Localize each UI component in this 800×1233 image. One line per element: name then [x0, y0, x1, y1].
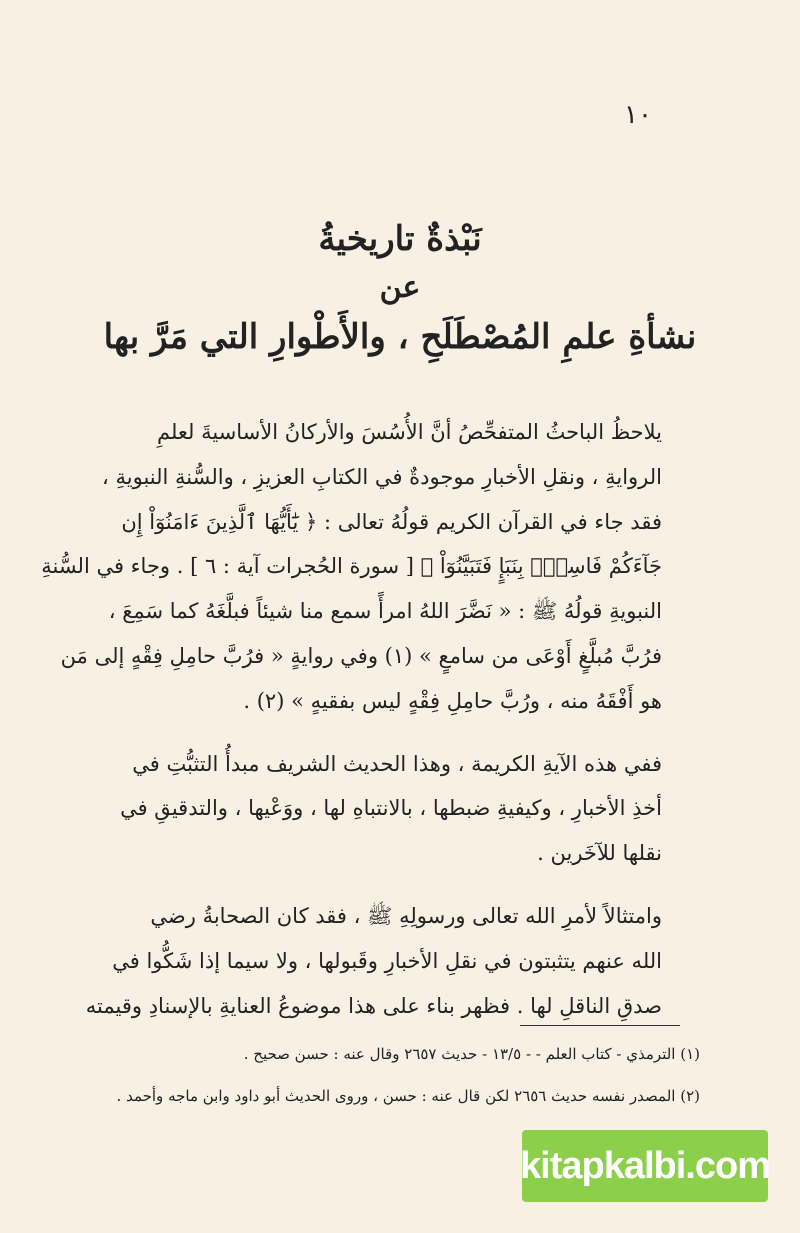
footnote-2: (٢) المصدر نفسه حديث ٢٦٥٦ لكن قال عنه : حسن ، وروى الحديث أبو داود وابن ماجه وأحمد . [116, 1087, 700, 1105]
footnote-divider [520, 1025, 680, 1026]
watermark-text: kitapkalbi.com [520, 1144, 770, 1187]
text-line: نقلها للآخَرين . [537, 841, 662, 866]
footnote-1: (١) الترمذي - كتاب العلم - - ١٣/٥ - حديث ٢٦٥٧ وقال عنه : حسن صحيح . [243, 1045, 700, 1063]
text-line: النبويةِ قولُهُ ﷺ : « نَضَّرَ اللهُ امرأً سمع منا شيئاً فبلَّغَهُ كما سَمِعَ ، [108, 599, 662, 624]
text-line: الله عنهم يتثبتون في نقلِ الأخبارِ وقَبولها ، ولا سيما إذا شَكُّوا في [112, 948, 662, 973]
title-line-3: نشأةِ علمِ المُصْطَلَحِ ، والأَطْوارِ التي مَرَّ بها [103, 317, 697, 357]
text-line: صدقِ الناقلِ لها . فظهر بناء على هذا موضوعُ العنايةِ بالإسنادِ وقيمته [85, 993, 662, 1018]
body-text [41, 410, 700, 1046]
text-line: ففي هذه الآيةِ الكريمة ، وهذا الحديث الشريف مبدأُ التثبُّتِ في [132, 751, 662, 776]
text-line: أخذِ الأخبارِ ، وكيفيةِ ضبطها ، بالانتباهِ لها ، ووَعْيها ، والتدقيقِ في [120, 796, 662, 821]
paragraph [85, 894, 700, 1028]
text-line: يلاحظُ الباحثُ المتفحِّصُ أنَّ الأُسُسَ والأركانُ الأساسيةَ لعلمِ [156, 420, 662, 444]
text-line: هو أَفْقَهُ منه ، ورُبَّ حامِلِ فِقْهٍ ليس بفقيهٍ » (٢) . [243, 688, 662, 713]
text-line: فقد جاء في القرآن الكريم قولُهُ تعالى : ﴿ يَٰٓأَيُّهَا ٱلَّذِينَ ءَامَنُوٓاْ إِن [121, 509, 662, 534]
paragraph [110, 742, 700, 876]
text-line: وامتثالاً لأمرِ الله تعالى ورسولِهِ ﷺ ، فقد كان الصحابةُ رضي [150, 903, 662, 928]
watermark-logo [522, 1130, 768, 1202]
title-line-2: عن [379, 270, 421, 305]
page-number: ١٠ [624, 100, 652, 130]
text-line: فرُبَّ مُبلَّغٍ أَوْعَى من سامعٍ » (١) وفي روايةٍ « فرُبَّ حامِلِ فِقْهٍ إلى مَن [60, 643, 662, 668]
chapter-title [0, 210, 800, 366]
footnotes [110, 1040, 700, 1124]
paragraph [41, 410, 700, 724]
text-line: الروايةِ ، ونقلِ الأخبارِ موجودةٌ في الكتابِ العزيزِ ، والسُّنةِ النبويةِ ، [102, 464, 662, 489]
title-line-1: نَبْذةٌ تاريخيةُ [318, 219, 482, 259]
text-line: جَآءَكُمْ فَاسِقُۢ بِنَبَإٍ فَتَبَيَّنُوٓاْ ﴾ [ سورة الحُجرات آية : ٦ ] . وجاء في السُّنةِ [41, 554, 662, 579]
